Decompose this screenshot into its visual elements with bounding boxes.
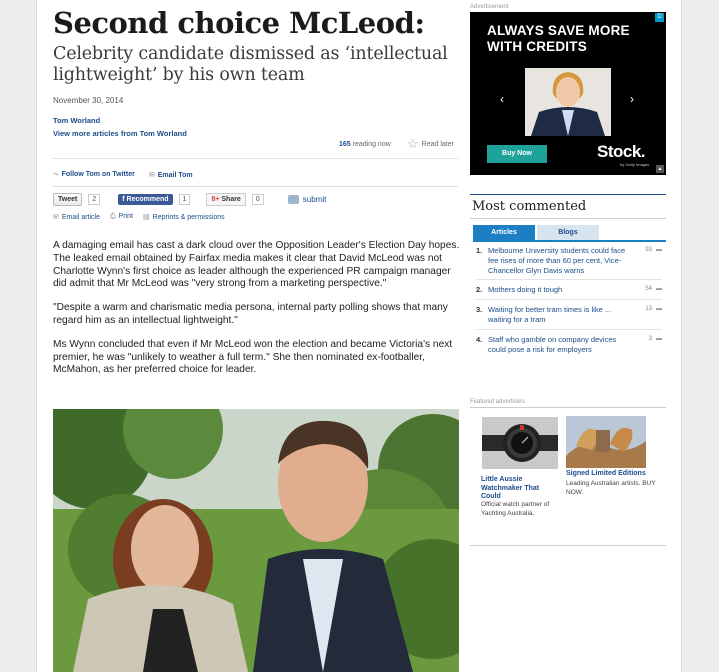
reading-now — [339, 141, 391, 148]
tab-underline — [473, 240, 666, 242]
more-articles-link[interactable]: View more articles from Tom Worland — [53, 129, 187, 138]
author-link[interactable]: Tom Worland — [53, 116, 101, 125]
divider — [53, 158, 458, 159]
comment-count: 3 — [648, 335, 652, 342]
comment-count: 54 — [645, 286, 652, 293]
reddit-submit-button[interactable] — [288, 195, 327, 204]
divider — [470, 407, 666, 408]
reprints-link[interactable] — [143, 213, 225, 221]
paragraph: Ms Wynn concluded that even if Mr McLeod won the election and became Victoria's next premier, he was "unlikely to weather a full term." She then nominated ex-footballer, McMahon, as her preferred choice for leader. — [53, 338, 453, 376]
most-commented-title: Most commented — [472, 199, 587, 214]
list-item — [476, 334, 662, 359]
comment-count: 93 — [645, 247, 652, 253]
follow-row — [53, 171, 193, 179]
divider — [53, 186, 458, 187]
email-author-link[interactable] — [149, 171, 193, 179]
reddit-icon — [288, 195, 299, 204]
article-date: November 30, 2014 — [53, 96, 124, 105]
follow-twitter-label: Follow Tom on Twitter — [61, 171, 135, 178]
recommend-label: Recommend — [126, 196, 169, 203]
read-later-button[interactable] — [407, 136, 454, 151]
item-link[interactable]: Staff who gamble on company devices could pose a risk for employers — [488, 334, 617, 354]
ad-info-icon[interactable]: ▲ — [657, 166, 663, 172]
google-plus-icon: 8+ — [211, 196, 220, 203]
twitter-icon: ⤳ — [53, 171, 59, 178]
reading-count: 165 — [339, 141, 351, 148]
item-number: 4. — [476, 334, 483, 344]
featured-description: Leading Australian artists. BUY NOW. — [566, 480, 656, 496]
email-article-link[interactable] — [53, 213, 100, 221]
tweet-button[interactable]: Tweet — [53, 193, 82, 206]
item-number: 2. — [476, 285, 483, 295]
stock-logo: Stock. — [597, 142, 646, 161]
item-link[interactable]: Melbourne University students could face fee rises of more than 60 per cent, Vice-Chancellor Glyn Davis warns — [488, 246, 626, 275]
email-author-label: Email Tom — [157, 172, 193, 179]
item-number: 1. — [476, 246, 483, 255]
article-photo — [53, 409, 459, 672]
reading-label: reading now — [352, 141, 391, 148]
subheadline: Celebrity candidate dismissed as ‘intellectual lightweight’ by his own team — [53, 44, 448, 85]
divider — [470, 194, 666, 195]
reprints-icon: ▤ — [143, 214, 150, 221]
divider — [470, 218, 666, 219]
featured-description: Official watch partner of Yachting Australia. — [481, 501, 550, 517]
advertisement[interactable] — [470, 12, 666, 175]
featured-label: Featured advertisers — [470, 399, 526, 405]
most-commented-tabs — [473, 225, 599, 240]
print-label: Print — [118, 213, 134, 220]
mail-icon: ✉ — [148, 172, 155, 179]
ad-headline: ALWAYS SAVE MORE WITH CREDITS — [487, 23, 630, 54]
ad-photo — [525, 68, 611, 136]
comment-icon: ▬ — [656, 286, 662, 293]
tweet-count: 2 — [88, 194, 100, 205]
list-item — [476, 304, 662, 330]
print-icon: ⎙ — [110, 213, 116, 220]
social-bar — [53, 193, 326, 206]
divider — [470, 545, 666, 546]
watch-illustration — [482, 417, 558, 469]
share-label: Share — [221, 196, 241, 203]
list-item — [476, 284, 662, 300]
item-link[interactable]: Waiting for better tram times is like ... waiting for a tram — [488, 305, 612, 324]
featured-link[interactable]: Signed Limited Editions — [566, 470, 646, 477]
comment-count: 13 — [645, 306, 652, 313]
read-later-label: Read later — [421, 140, 454, 148]
comment-icon: ▬ — [656, 335, 662, 342]
list-item — [476, 245, 662, 280]
follow-twitter-link[interactable] — [53, 171, 135, 179]
chevron-left-icon[interactable]: ‹ — [500, 92, 504, 106]
buy-now-button[interactable]: Buy Now — [487, 145, 547, 163]
chevron-right-icon[interactable]: › — [630, 92, 634, 106]
share-count: 0 — [252, 194, 264, 205]
item-number: 3. — [476, 305, 483, 315]
paragraph: "Despite a warm and charismatic media persona, internal party polling shows that many regard him as an intellectual lightweight." — [53, 302, 448, 326]
paragraph: A damaging email has cast a dark cloud over the Opposition Leader's Election Day hopes. The leaked email obtained by Fairfax media makes it clear that David McLeod was not Charlotte Wynn's first choice as leader although the experienced PR campaign manager did admit that Mr McLeod was "very strong from a marketing perspective." — [53, 240, 460, 290]
tab-articles[interactable]: Articles — [473, 225, 535, 240]
featured-link[interactable]: Little Aussie Watchmaker That Could — [481, 476, 540, 500]
comment-icon: ▬ — [656, 247, 662, 253]
share-button[interactable] — [206, 193, 245, 206]
artwork-illustration — [566, 416, 646, 468]
article-body — [53, 240, 463, 388]
article-tools — [53, 213, 225, 221]
getty-label: by Getty Images — [620, 162, 650, 167]
page — [36, 0, 682, 672]
most-commented-list — [476, 245, 662, 362]
ad-label: Advertisement — [470, 4, 509, 10]
headline: Second choice McLeod: — [53, 6, 425, 40]
facebook-icon: f — [122, 196, 127, 203]
reprints-label: Reprints & permissions — [152, 214, 225, 221]
artwork-image[interactable] — [566, 416, 646, 468]
print-link[interactable] — [110, 213, 133, 221]
recommend-count: 1 — [179, 194, 191, 205]
mail-icon: ✉ — [53, 214, 59, 221]
watch-image[interactable] — [482, 417, 558, 469]
tab-blogs[interactable]: Blogs — [537, 225, 599, 240]
photo-illustration — [53, 409, 459, 672]
comment-icon: ▬ — [656, 306, 662, 313]
ad-choices-icon[interactable]: D — [655, 13, 664, 22]
recommend-button[interactable] — [118, 194, 172, 205]
item-link[interactable]: Mothers doing it tough — [488, 285, 563, 295]
email-article-label: Email article — [61, 214, 100, 221]
star-icon: ☆ — [407, 136, 419, 151]
submit-label: submit — [302, 195, 327, 204]
